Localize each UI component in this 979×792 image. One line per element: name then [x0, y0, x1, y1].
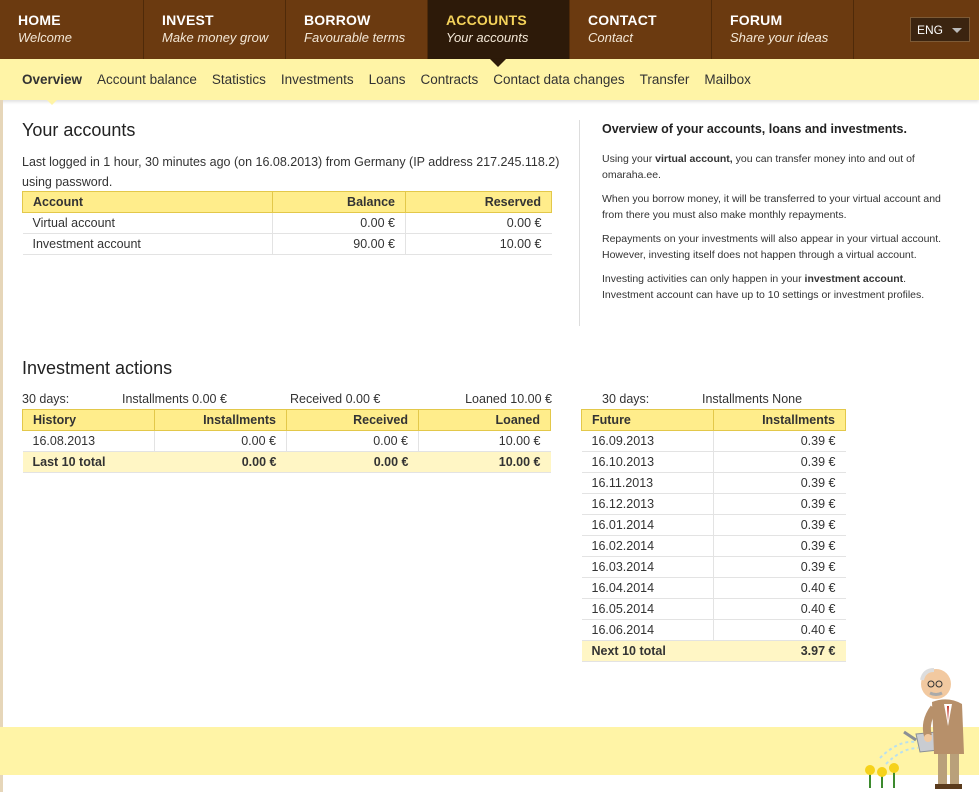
- future-date: 16.06.2014: [582, 620, 714, 641]
- future-installments: 0.40 €: [714, 599, 846, 620]
- future-date: 16.09.2013: [582, 431, 714, 452]
- future-table: [581, 409, 846, 662]
- subnav-contact-data-changes[interactable]: Contact data changes: [493, 72, 625, 87]
- nav-contact-title: CONTACT: [588, 12, 657, 28]
- overview-paragraph-borrow: When you borrow money, it will be transferred to your virtual account and from there you must also make monthly repayments.: [602, 193, 941, 221]
- table-row: [582, 452, 846, 473]
- account-balance: 0.00 €: [273, 213, 406, 234]
- subnav-contracts[interactable]: Contracts: [420, 72, 479, 87]
- table-row: [582, 494, 846, 515]
- history-total-label: Last 10 total: [23, 452, 155, 473]
- nav-borrow-title: BORROW: [304, 12, 371, 28]
- nav-invest[interactable]: [144, 0, 286, 59]
- subnav-investments[interactable]: Investments: [280, 72, 354, 87]
- active-tab-pointer-icon: [490, 59, 506, 67]
- table-row: [582, 599, 846, 620]
- footer-band: [0, 727, 979, 775]
- chevron-down-icon: [952, 28, 962, 33]
- account-name: Virtual account: [23, 213, 273, 234]
- language-value: ENG: [917, 23, 944, 37]
- history-summary: [22, 392, 552, 408]
- account-balance: 90.00 €: [273, 234, 406, 255]
- future-installments: 0.39 €: [714, 536, 846, 557]
- account-reserved: 10.00 €: [406, 234, 552, 255]
- overview-p4-post: . Investment account can have up to 10 settings or investment profiles.: [602, 273, 925, 301]
- history-total-received: 0.00 €: [287, 452, 419, 473]
- overview-p4-pre: Investing activities can only happen in your: [602, 273, 805, 285]
- overview-p1-pre: Using your: [602, 153, 656, 165]
- overview-paragraph-investing: [602, 271, 947, 303]
- overview-p1-bold: virtual account,: [655, 153, 733, 165]
- account-reserved: 0.00 €: [406, 213, 552, 234]
- nav-borrow-subtitle: Favourable terms: [304, 30, 406, 45]
- table-row: [23, 234, 552, 255]
- nav-invest-title: INVEST: [162, 12, 214, 28]
- history-table: [22, 409, 551, 473]
- history-installments: 0.00 €: [155, 431, 287, 452]
- future-date: 16.01.2014: [582, 515, 714, 536]
- nav-accounts-subtitle: Your accounts: [446, 30, 529, 45]
- overview-p4-bold: investment account: [804, 273, 904, 285]
- future-date: 16.04.2014: [582, 578, 714, 599]
- future-table-header: [582, 410, 846, 431]
- header-balance: Balance: [273, 192, 406, 213]
- future-installments: 0.40 €: [714, 620, 846, 641]
- table-row: [582, 536, 846, 557]
- investment-actions-heading: Investment actions: [22, 358, 173, 378]
- future-installments: 0.40 €: [714, 578, 846, 599]
- history-loaned: 10.00 €: [419, 431, 551, 452]
- overview-p1-post: you can transfer money into and out of omaraha.ee.: [602, 153, 915, 181]
- future-summary-label: 30 days:: [602, 392, 650, 406]
- nav-accounts-title: ACCOUNTS: [446, 12, 527, 28]
- left-border-line: [0, 100, 3, 792]
- future-date: 16.03.2014: [582, 557, 714, 578]
- table-row: [582, 620, 846, 641]
- history-date: 16.08.2013: [23, 431, 155, 452]
- future-installments: 0.39 €: [714, 557, 846, 578]
- history-summary-installments: Installments 0.00 €: [122, 392, 227, 406]
- future-installments: 0.39 €: [714, 515, 846, 536]
- future-installments: 0.39 €: [714, 452, 846, 473]
- flowers-icon: [865, 763, 899, 788]
- table-row: [582, 557, 846, 578]
- future-installments: 0.39 €: [714, 473, 846, 494]
- accounts-table-header: [23, 192, 552, 213]
- table-row: [23, 213, 552, 234]
- subnav-mailbox[interactable]: Mailbox: [704, 72, 751, 87]
- history-summary-loaned: Loaned 10.00 €: [465, 392, 552, 406]
- subnav-account-balance[interactable]: Account balance: [97, 72, 197, 87]
- subnav-loans[interactable]: Loans: [368, 72, 406, 87]
- nav-home[interactable]: [0, 0, 144, 59]
- table-row: [582, 578, 846, 599]
- nav-invest-subtitle: Make money grow: [162, 30, 269, 45]
- header-received: Received: [287, 410, 419, 431]
- subnav-transfer[interactable]: Transfer: [639, 72, 690, 87]
- vertical-divider: [579, 120, 580, 326]
- table-row: [582, 431, 846, 452]
- subnav-statistics[interactable]: Statistics: [211, 72, 266, 87]
- future-total-installments: 3.97 €: [714, 641, 846, 662]
- language-select[interactable]: [910, 17, 970, 42]
- header-future: Future: [582, 410, 714, 431]
- nav-accounts[interactable]: [428, 0, 570, 59]
- subnav-overview[interactable]: Overview: [22, 72, 83, 87]
- history-table-header: [23, 410, 551, 431]
- watering-man-mascot-icon: [858, 662, 976, 790]
- history-total-installments: 0.00 €: [155, 452, 287, 473]
- overview-title: Overview of your accounts, loans and investments.: [602, 122, 907, 136]
- future-date: 16.12.2013: [582, 494, 714, 515]
- overview-paragraph-repayments: Repayments on your investments will also appear in your virtual account. However, investing itself does not happen through a virtual account.: [602, 233, 942, 261]
- history-total-row: [23, 452, 551, 473]
- header-account: Account: [23, 192, 273, 213]
- nav-contact-subtitle: Contact: [588, 30, 633, 45]
- last-logged-text: Last logged in 1 hour, 30 minutes ago (on 16.08.2013) from Germany (IP address 217.245.118.2) using password.: [22, 155, 560, 189]
- future-date: 16.02.2014: [582, 536, 714, 557]
- future-installments: 0.39 €: [714, 494, 846, 515]
- accounts-table: [22, 191, 552, 255]
- nav-borrow[interactable]: [286, 0, 428, 59]
- header-loaned: Loaned: [419, 410, 551, 431]
- header-future-installments: Installments: [714, 410, 846, 431]
- overview-paragraph-virtual: [602, 151, 947, 183]
- history-received: 0.00 €: [287, 431, 419, 452]
- future-installments: 0.39 €: [714, 431, 846, 452]
- header-installments: Installments: [155, 410, 287, 431]
- overview-info-panel: [602, 121, 947, 311]
- history-total-loaned: 10.00 €: [419, 452, 551, 473]
- header-reserved: Reserved: [406, 192, 552, 213]
- your-accounts-heading: Your accounts: [22, 120, 136, 140]
- nav-forum-subtitle: Share your ideas: [730, 30, 829, 45]
- nav-contact[interactable]: [570, 0, 712, 59]
- future-total-row: [582, 641, 846, 662]
- nav-forum[interactable]: [712, 0, 854, 59]
- future-date: 16.05.2014: [582, 599, 714, 620]
- account-name: Investment account: [23, 234, 273, 255]
- nav-forum-title: FORUM: [730, 12, 783, 28]
- table-row: [582, 473, 846, 494]
- future-summary: [602, 392, 846, 408]
- table-row: [23, 431, 551, 452]
- header-history: History: [23, 410, 155, 431]
- history-summary-received: Received 0.00 €: [290, 392, 381, 406]
- future-total-label: Next 10 total: [582, 641, 714, 662]
- future-summary-installments: Installments None: [702, 392, 803, 406]
- future-date: 16.10.2013: [582, 452, 714, 473]
- nav-home-subtitle: Welcome: [18, 30, 72, 45]
- nav-home-title: HOME: [18, 12, 61, 28]
- table-row: [582, 515, 846, 536]
- history-summary-label: 30 days:: [22, 392, 70, 406]
- top-navigation: [0, 0, 979, 59]
- future-date: 16.11.2013: [582, 473, 714, 494]
